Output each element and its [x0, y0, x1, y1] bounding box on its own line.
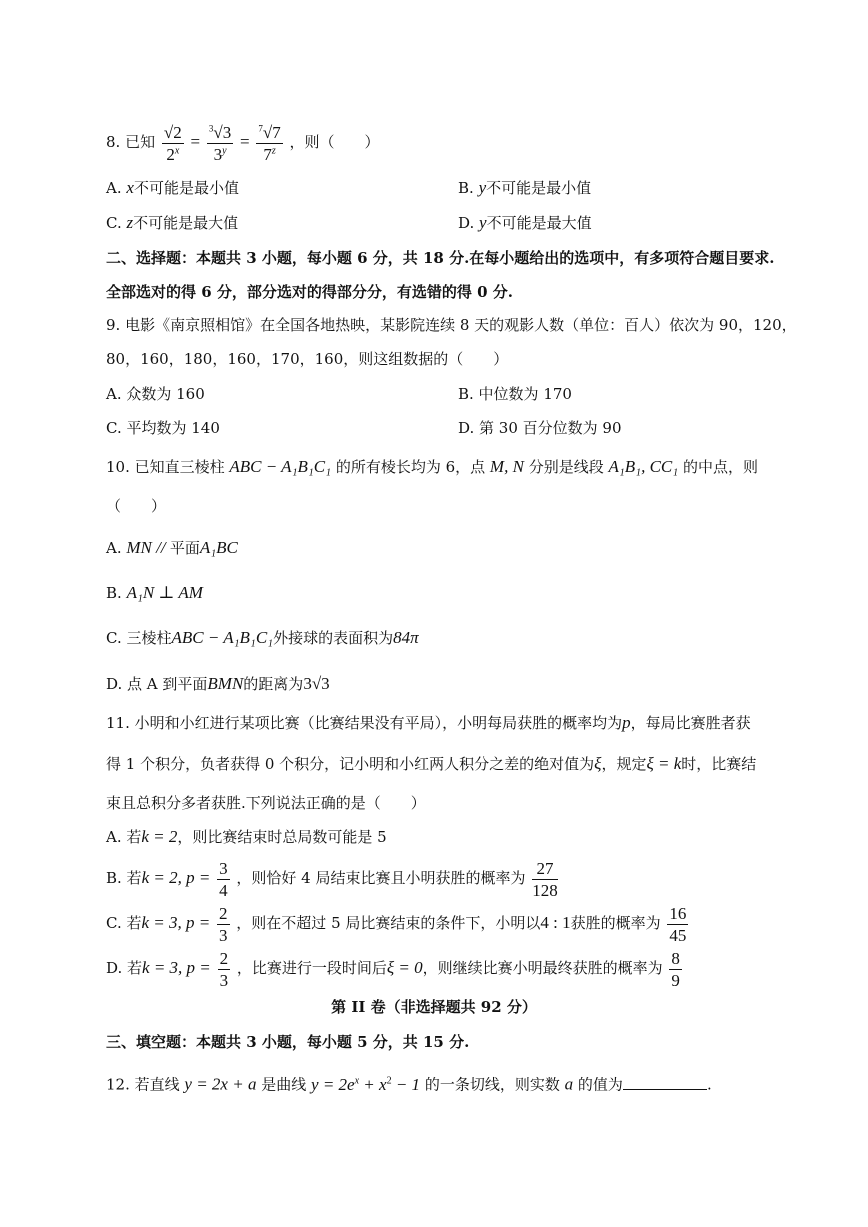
fraction-3-4: $\frac{3}{4}$: [219, 858, 228, 900]
fraction-sqrt2: $\frac{√2}{2^x}$: [163, 122, 182, 164]
question-12: 12. 若直线 y = 2x + a 是曲线 $y = 2e^x + x^2 - 1$ 的一条切线，则实数 a 的值为 .: [106, 1074, 712, 1094]
fraction-2-3: $\frac{2}{3}$: [219, 903, 228, 945]
fraction-root7: $\frac{^7√7}{7^z}$: [258, 122, 281, 164]
fraction-27-128: $\frac{27}{128}$: [532, 858, 558, 900]
q8-option-c: C. z不可能是最大值: [106, 213, 239, 232]
question-11-line-1: 11. 小明和小红进行某项比赛（比赛结果没有平局），小明每局获胜的概率均为p，每局比赛胜者获: [106, 713, 751, 732]
question-10-stem: 10. 已知直三棱柱 ABC − A₁B₁C₁ 的所有棱长均为 6，点 M, N 分别是线段 A₁B₁, CC₁ 的中点，则: [106, 457, 758, 476]
q8-option-d: D. y不可能是最大值: [458, 213, 592, 232]
q9-option-a: A. 众数为 160: [106, 385, 205, 403]
section-2-note: 全部选对的得 6 分，部分选对的得部分分，有选错的得 0 分.: [106, 283, 513, 301]
q10-option-a: A. MN // 平面A₁BC: [106, 538, 238, 557]
q10-option-b: B. A₁N ⊥ AM: [106, 583, 203, 602]
section-2-header: 二、选择题：本题共 3 小题，每小题 6 分，共 18 分.在每小题给出的选项中，有多项符合题目要求.: [106, 249, 775, 267]
q8-option-a: A. x不可能是最小值: [106, 178, 239, 197]
question-9-line-2: 80，160，180，160，170，160，则这组数据的（ ）: [106, 350, 509, 368]
q9-option-d: D. 第 30 百分位数为 90: [458, 419, 622, 437]
q8-option-b: B. y不可能是最小值: [458, 178, 592, 197]
q9-option-c: C. 平均数为 140: [106, 419, 220, 437]
question-11-line-3: 束且总积分多者获胜.下列说法正确的是（ ）: [106, 794, 426, 812]
q11-option-a: A. 若k = 2，则比赛结束时总局数可能是 5: [106, 827, 387, 846]
answer-blank[interactable]: [623, 1075, 707, 1090]
question-9-line-1: 9. 电影《南京照相馆》在全国各地热映，某影院连续 8 天的观影人数（单位：百人）依次为 90，120，: [106, 316, 797, 334]
question-8-stem: 8. 已知 $\frac{√2}{2^x}$ = $\frac{^3√3}{3^y}$ = $\frac{^7√7}{7^z}$ ，则（ ）: [106, 122, 380, 164]
q11-option-d: D. 若k = 3, p = $\frac{2}{3}$ ，比赛进行一段时间后ξ = 0，则继续比赛小明最终获胜的概率为 $\frac{8}{9}$: [106, 948, 680, 990]
q10-option-c: C. 三棱柱ABC − A₁B₁C₁外接球的表面积为84π: [106, 628, 419, 647]
question-10-paren: （ ）: [106, 497, 167, 515]
section-3-header: 三、填空题：本题共 3 小题，每小题 5 分，共 15 分.: [106, 1033, 470, 1051]
q10-option-d: D. 点 A 到平面BMN的距离为3√3: [106, 674, 330, 693]
fraction-16-45: $\frac{16}{45}$: [669, 903, 687, 945]
part-2-title: 第 II 卷（非选择题共 92 分）: [331, 998, 537, 1016]
question-11-line-2: 得 1 个积分，负者获得 0 个积分，记小明和小红两人积分之差的绝对值为ξ，规定ξ = k时，比赛结: [106, 754, 757, 773]
q9-option-b: B. 中位数为 170: [458, 385, 572, 403]
fraction-2-3-d: $\frac{2}{3}$: [219, 948, 229, 990]
q11-option-b: B. 若k = 2, p = $\frac{3}{4}$ ，则恰好 4 局结束比赛且小明获胜的概率为 $\frac{27}{128}$: [106, 858, 558, 900]
fraction-cbrt3: $\frac{^3√3}{3^y}$: [208, 122, 232, 164]
fraction-8-9: $\frac{8}{9}$: [671, 948, 680, 990]
q11-option-c: C. 若k = 3, p = $\frac{2}{3}$ ，则在不超过 5 局比赛结束的条件下，小明以4 : 1获胜的概率为 $\frac{16}{45}$: [106, 903, 687, 945]
